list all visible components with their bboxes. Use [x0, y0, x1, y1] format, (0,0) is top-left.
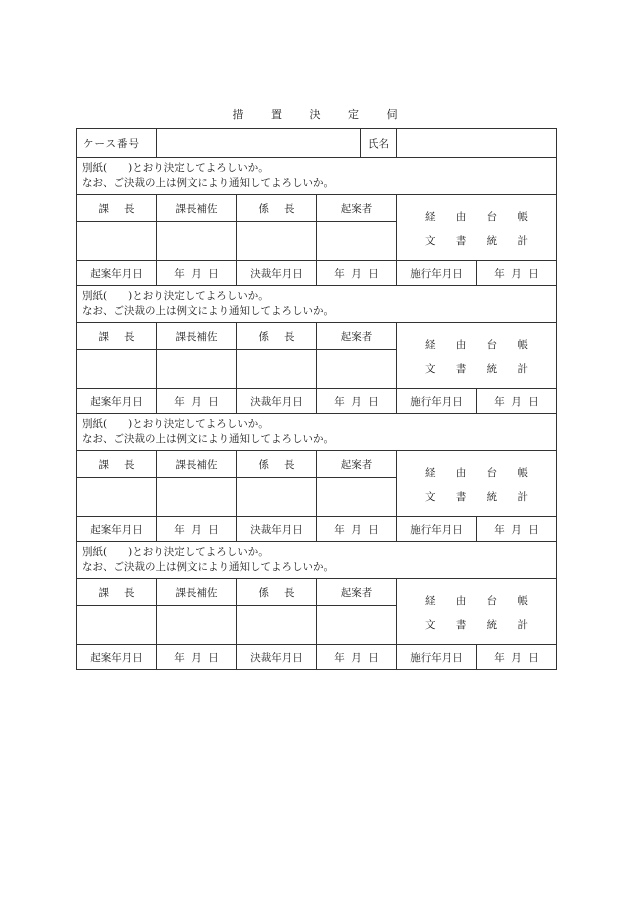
title-char: 決: [309, 108, 321, 121]
request-line-2: なお、ご決裁の上は例文により通知してよろしいか。: [82, 433, 334, 445]
request-text-row: [77, 158, 557, 195]
decision-date-label: 決裁年月日: [237, 645, 317, 670]
title-char: 定: [348, 108, 359, 121]
draft-date-label: 起案年月日: [77, 261, 157, 286]
draft-date-label: 起案年月日: [77, 389, 157, 414]
ledger-label: 経 由 台 帳: [425, 595, 528, 607]
approver-label-row: [77, 451, 557, 478]
request-text-row: [77, 286, 557, 323]
assistant-chief-stamp[interactable]: [157, 222, 237, 261]
document-statistics-label: 文 書 統 計: [425, 491, 528, 503]
name-field[interactable]: [397, 129, 557, 158]
approval-form-table: [76, 128, 557, 670]
decision-date-field[interactable]: 年 月 日: [317, 645, 397, 670]
request-text-cell: [77, 414, 557, 451]
enforce-date-field[interactable]: 年 月 日: [477, 517, 557, 542]
assistant-chief-stamp[interactable]: [157, 350, 237, 389]
decision-date-label: 決裁年月日: [237, 389, 317, 414]
assistant-chief-label: 課長補佐: [157, 195, 237, 222]
assistant-chief-label: 課長補佐: [157, 323, 237, 350]
drafter-label: 起案者: [317, 195, 397, 222]
drafter-label: 起案者: [317, 451, 397, 478]
title-char: 置: [271, 108, 282, 121]
approver-label-row: [77, 195, 557, 222]
staff-chief-stamp[interactable]: [237, 478, 317, 517]
enforce-date-label: 施行年月日: [397, 389, 477, 414]
staff-chief-label: 係 長: [237, 579, 317, 606]
drafter-stamp[interactable]: [317, 350, 397, 389]
decision-date-field[interactable]: 年 月 日: [317, 389, 397, 414]
date-row: [77, 389, 557, 414]
case-number-field[interactable]: [157, 129, 361, 158]
section-chief-stamp[interactable]: [77, 478, 157, 517]
name-label: 氏名: [361, 129, 397, 158]
assistant-chief-label: 課長補佐: [157, 579, 237, 606]
staff-chief-label: 係 長: [237, 451, 317, 478]
enforce-date-field[interactable]: 年 月 日: [477, 261, 557, 286]
decision-date-field[interactable]: 年 月 日: [317, 517, 397, 542]
section-chief-label: 課 長: [77, 451, 157, 478]
ledger-label: 経 由 台 帳: [425, 339, 528, 351]
date-row: [77, 261, 557, 286]
ledger-stats-cell: [397, 579, 557, 645]
ledger-label: 経 由 台 帳: [425, 467, 528, 479]
drafter-label: 起案者: [317, 323, 397, 350]
request-text-cell: [77, 158, 557, 195]
date-row: [77, 517, 557, 542]
staff-chief-stamp[interactable]: [237, 606, 317, 645]
date-row: [77, 645, 557, 670]
request-line-1: 別紙( )とおり決定してよろしいか。: [82, 418, 269, 430]
ledger-stats-cell: [397, 195, 557, 261]
request-line-2: なお、ご決裁の上は例文により通知してよろしいか。: [82, 177, 334, 189]
decision-date-label: 決裁年月日: [237, 261, 317, 286]
draft-date-field[interactable]: 年 月 日: [157, 517, 237, 542]
approver-label-row: [77, 579, 557, 606]
section-chief-stamp[interactable]: [77, 606, 157, 645]
enforce-date-label: 施行年月日: [397, 645, 477, 670]
request-text-row: [77, 542, 557, 579]
document-statistics-label: 文 書 統 計: [425, 235, 528, 247]
header-row: [77, 129, 557, 158]
ledger-stats-cell: [397, 451, 557, 517]
section-chief-stamp[interactable]: [77, 350, 157, 389]
draft-date-label: 起案年月日: [77, 645, 157, 670]
assistant-chief-label: 課長補佐: [157, 451, 237, 478]
draft-date-field[interactable]: 年 月 日: [157, 645, 237, 670]
document-statistics-label: 文 書 統 計: [425, 619, 528, 631]
document-title: [0, 106, 630, 122]
draft-date-field[interactable]: 年 月 日: [157, 261, 237, 286]
draft-date-field[interactable]: 年 月 日: [157, 389, 237, 414]
title-char: 措: [232, 108, 244, 121]
assistant-chief-stamp[interactable]: [157, 478, 237, 517]
assistant-chief-stamp[interactable]: [157, 606, 237, 645]
decision-date-field[interactable]: 年 月 日: [317, 261, 397, 286]
drafter-stamp[interactable]: [317, 606, 397, 645]
form-body: [77, 129, 557, 670]
drafter-label: 起案者: [317, 579, 397, 606]
decision-date-label: 決裁年月日: [237, 517, 317, 542]
draft-date-label: 起案年月日: [77, 517, 157, 542]
enforce-date-field[interactable]: 年 月 日: [477, 389, 557, 414]
request-line-2: なお、ご決裁の上は例文により通知してよろしいか。: [82, 305, 334, 317]
drafter-stamp[interactable]: [317, 222, 397, 261]
request-line-1: 別紙( )とおり決定してよろしいか。: [82, 290, 269, 302]
request-text-cell: [77, 286, 557, 323]
ledger-label: 経 由 台 帳: [425, 211, 528, 223]
case-number-label: ケース番号: [77, 129, 157, 158]
approver-label-row: [77, 323, 557, 350]
request-line-2: なお、ご決裁の上は例文により通知してよろしいか。: [82, 561, 334, 573]
request-line-1: 別紙( )とおり決定してよろしいか。: [82, 162, 269, 174]
enforce-date-label: 施行年月日: [397, 261, 477, 286]
staff-chief-stamp[interactable]: [237, 350, 317, 389]
enforce-date-label: 施行年月日: [397, 517, 477, 542]
section-chief-stamp[interactable]: [77, 222, 157, 261]
drafter-stamp[interactable]: [317, 478, 397, 517]
document-statistics-label: 文 書 統 計: [425, 363, 528, 375]
section-chief-label: 課 長: [77, 195, 157, 222]
section-chief-label: 課 長: [77, 579, 157, 606]
request-text-row: [77, 414, 557, 451]
staff-chief-label: 係 長: [237, 323, 317, 350]
request-text-cell: [77, 542, 557, 579]
title-char: 伺: [386, 108, 398, 121]
staff-chief-label: 係 長: [237, 195, 317, 222]
ledger-stats-cell: [397, 323, 557, 389]
staff-chief-stamp[interactable]: [237, 222, 317, 261]
section-chief-label: 課 長: [77, 323, 157, 350]
enforce-date-field[interactable]: 年 月 日: [477, 645, 557, 670]
request-line-1: 別紙( )とおり決定してよろしいか。: [82, 546, 269, 558]
